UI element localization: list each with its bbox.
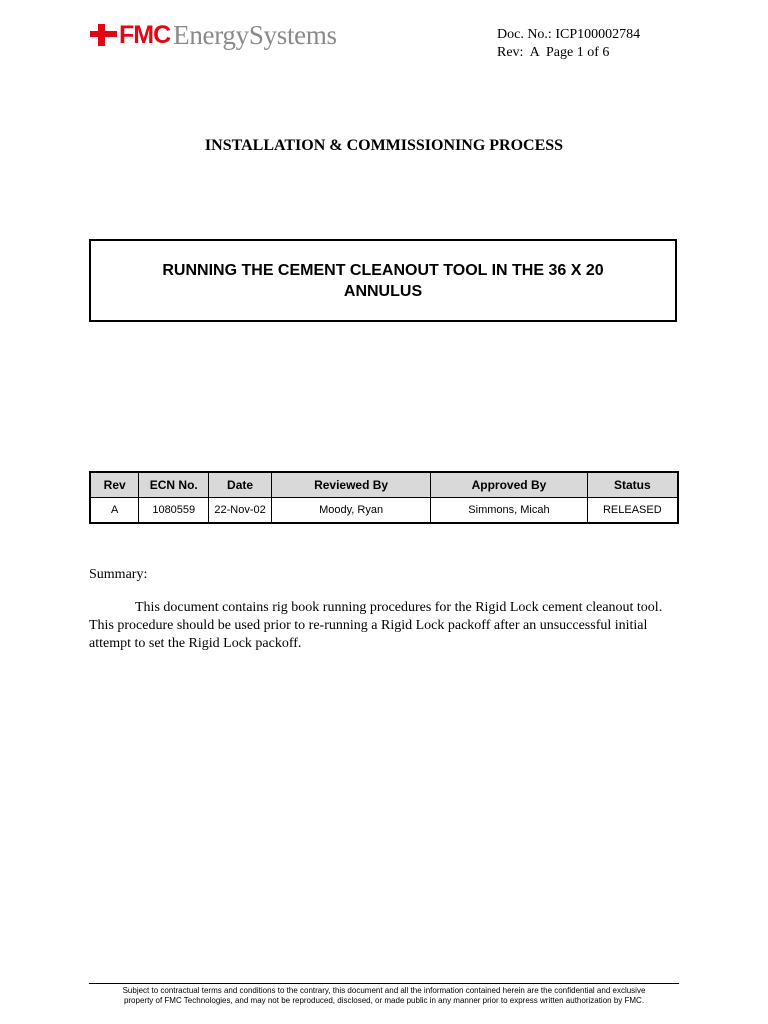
summary-text: This document contains rig book running procedures for the Rigid Lock cement cleanout tool. This procedure should be used prior to re-running a Rigid Lock packoff after an unsuccessful initial attempt to set the Rigid Lock packoff. (89, 600, 669, 651)
col-header-status: Status (587, 472, 678, 498)
logo-division: EnergySystems (173, 20, 337, 50)
cell-reviewed-by: Moody, Ryan (271, 498, 430, 524)
cell-rev: A (90, 498, 139, 524)
procedure-title-box (89, 239, 677, 322)
revision-table-header (90, 472, 678, 498)
revision-page: Rev: A Page 1 of 6 (497, 45, 610, 60)
col-header-reviewed-by: Reviewed By (271, 472, 430, 498)
col-header-ecn: ECN No. (139, 472, 209, 498)
col-header-date: Date (209, 472, 272, 498)
procedure-title: RUNNING THE CEMENT CLEANOUT TOOL IN THE 36 X 20 ANNULUS (162, 261, 604, 300)
footer-line-1: Subject to contractual terms and conditions to the contrary, this document and all the information contained herein are the confidential and exclusive (122, 986, 646, 995)
fmc-cross-logo-icon (88, 22, 118, 48)
revision-table (89, 471, 679, 524)
footer-divider (89, 983, 679, 984)
col-header-approved-by: Approved By (431, 472, 587, 498)
cell-status: RELEASED (587, 498, 678, 524)
summary-paragraph (89, 599, 679, 653)
document-info (497, 26, 640, 62)
process-title: INSTALLATION & COMMISSIONING PROCESS (204, 137, 564, 154)
cell-approved-by: Simmons, Micah (431, 498, 587, 524)
cell-ecn: 1080559 (139, 498, 209, 524)
company-logo (88, 22, 337, 48)
table-row (90, 498, 678, 524)
summary-label: Summary: (89, 567, 148, 582)
confidentiality-footer (89, 986, 679, 1006)
doc-number: Doc. No.: ICP100002784 (497, 27, 641, 42)
col-header-rev: Rev (90, 472, 139, 498)
cell-date: 22-Nov-02 (209, 498, 272, 524)
logo-brand: FMC (119, 21, 171, 49)
footer-line-2: property of FMC Technologies, and may not be reproduced, disclosed, or made public in any manner prior to express written authorization by FMC. (123, 996, 645, 1005)
